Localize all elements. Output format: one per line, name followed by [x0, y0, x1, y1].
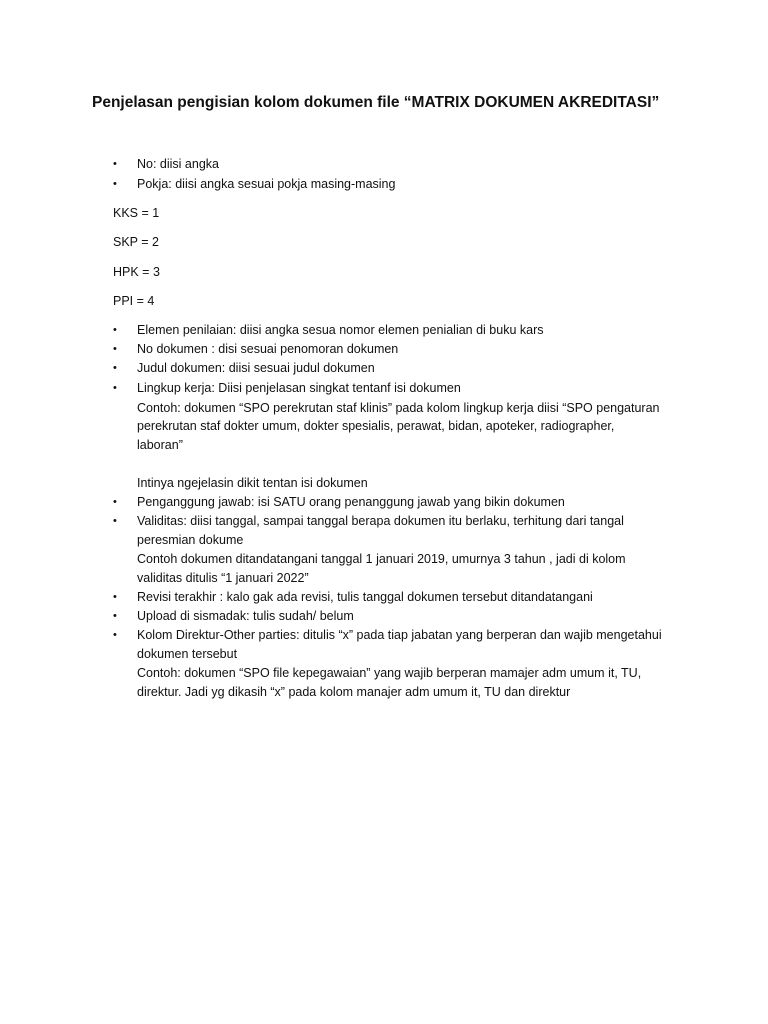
page-title: Penjelasan pengisian kolom dokumen file “MATRIX DOKUMEN AKREDITASI”: [92, 94, 660, 111]
validitas-contoh-line: Contoh dokumen ditandatangani tanggal 1 januari 2019, umurnya 3 tahun , jadi di kolom: [137, 552, 626, 566]
bullet-icon: •: [113, 343, 117, 355]
list-item-no-dokumen: No dokumen : disi sesuai penomoran dokumen: [137, 342, 399, 356]
list-item-penanggung: Penganggung jawab: isi SATU orang penanggung jawab yang bikin dokumen: [137, 495, 565, 509]
bullet-icon: •: [113, 610, 117, 622]
list-item-upload: Upload di sismadak: tulis sudah/ belum: [137, 609, 354, 623]
lingkup-contoh-line: Contoh: dokumen “SPO perekrutan staf klinis” pada kolom lingkup kerja diisi “SPO pengaturan: [137, 401, 660, 415]
bullet-icon: •: [113, 515, 117, 527]
bullet-icon: •: [113, 591, 117, 603]
kolom-line: dokumen tersebut: [137, 647, 238, 661]
bullet-icon: •: [113, 178, 117, 190]
kolom-contoh-line: direktur. Jadi yg dikasih “x” pada kolom manajer adm umum it, TU dan direktur: [137, 685, 571, 699]
validitas-contoh-line: validitas ditulis “1 januari 2022”: [137, 571, 309, 585]
bullet-icon: •: [113, 629, 117, 641]
lingkup-contoh-line: perekrutan staf dokter umum, dokter spesialis, perawat, bidan, apoteker, radiographer,: [137, 419, 615, 433]
list-item-pokja: Pokja: diisi angka sesuai pokja masing-masing: [137, 177, 396, 191]
list-item-kolom: Kolom Direktur-Other parties: ditulis “x” pada tiap jabatan yang berperan dan wajib mengetahui: [137, 628, 662, 642]
lingkup-intinya: Intinya ngejelasin dikit tentan isi dokumen: [137, 476, 368, 490]
list-item-elemen: Elemen penilaian: diisi angka sesua nomor elemen penialian di buku kars: [137, 323, 544, 337]
bullet-icon: •: [113, 324, 117, 336]
pokja-code-ppi: PPI = 4: [113, 294, 155, 308]
validitas-line: peresmian dokume: [137, 533, 244, 547]
list-item-no: No: diisi angka: [137, 157, 219, 171]
bullet-icon: •: [113, 362, 117, 374]
kolom-contoh-line: Contoh: dokumen “SPO file kepegawaian” yang wajib berperan mamajer adm umum it, TU,: [137, 666, 642, 680]
pokja-code-hpk: HPK = 3: [113, 265, 160, 279]
bullet-icon: •: [113, 382, 117, 394]
list-item-revisi: Revisi terakhir : kalo gak ada revisi, tulis tanggal dokumen tersebut ditandatangani: [137, 590, 593, 604]
pokja-code-skp: SKP = 2: [113, 235, 159, 249]
lingkup-contoh-line: laboran”: [137, 438, 183, 452]
list-item-validitas: Validitas: diisi tanggal, sampai tanggal berapa dokumen itu berlaku, terhitung dari tangal: [137, 514, 624, 528]
bullet-icon: •: [113, 158, 117, 170]
bullet-icon: •: [113, 496, 117, 508]
list-item-judul: Judul dokumen: diisi sesuai judul dokumen: [137, 361, 375, 375]
pokja-code-kks: KKS = 1: [113, 206, 160, 220]
list-item-lingkup: Lingkup kerja: Diisi penjelasan singkat tentanf isi dokumen: [137, 381, 461, 395]
